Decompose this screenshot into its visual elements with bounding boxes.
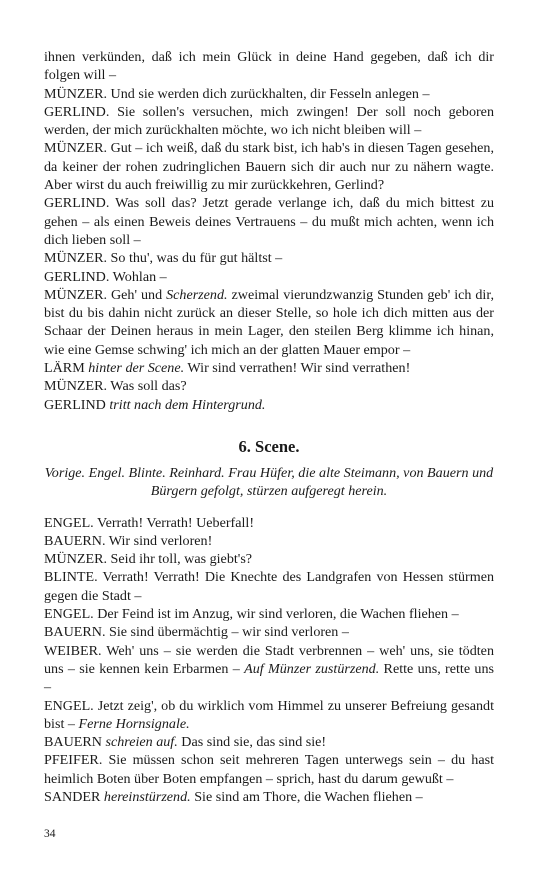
dialogue-line (44, 85, 494, 103)
stage-direction: schreien auf. (105, 734, 178, 751)
dialogue-line (44, 103, 494, 140)
stage-direction-cast: Vorige. Engel. Blinte. Reinhard. Frau Hüfer, die alte Steimann, von Bauern und Bürgern gefolgt, stürzen aufgeregt herein. (44, 464, 494, 500)
dialogue-block-bottom (44, 514, 494, 807)
dialogue-text: Das sind sie, das sind sie! (177, 734, 327, 751)
stage-direction: tritt nach dem Hintergrund. (109, 396, 266, 413)
dialogue-line (44, 514, 494, 532)
dialogue-block-top (44, 48, 494, 414)
dialogue-text: ENGEL. Der Feind ist im Anzug, wir sind verloren, die Wachen fliehen – (44, 606, 459, 623)
dialogue-line (44, 377, 494, 395)
dialogue-text: MÜNZER. So thu', was du für gut hältst – (44, 250, 283, 267)
dialogue-text: BAUERN. Sie sind übermächtig – wir sind verloren – (44, 624, 349, 641)
dialogue-text: BLINTE. Verrath! Verrath! Die Knechte des Landgrafen von Hessen stürmen gegen die Stadt – (44, 569, 494, 604)
dialogue-line (44, 139, 494, 194)
dialogue-text: MÜNZER. Geh' und (44, 286, 167, 303)
scene-heading: 6. Scene. (238, 436, 300, 456)
stage-direction: hereinstürzend. (103, 788, 191, 805)
dialogue-text: Rette uns, rette uns – (44, 660, 494, 696)
dialogue-line (44, 751, 494, 788)
dialogue-text: GERLIND. Wohlan – (44, 268, 167, 285)
dialogue-line (44, 568, 494, 605)
stage-direction: Auf Münzer zustürzend. (244, 660, 380, 677)
dialogue-line (44, 286, 494, 359)
dialogue-text: BAUERN. Wir sind verloren! (44, 532, 213, 549)
dialogue-text: GERLIND. Was soll das? Jetzt gerade verlange ich, daß du mich bittest zu gehen – als einen Beweis deines Vertrauens – du mußt mich achten, wenn ich dich lieben soll – (44, 195, 494, 248)
dialogue-text: MÜNZER. Gut – ich weiß, daß du stark bist, ich hab's in diesen Tagen gesehen, da keiner der rohen zudringlichen Bauern sich dir auch nur zu nähern wagte. Aber wirst du auch freiwillig zu mir zurückkehren, Gerlind? (44, 140, 494, 194)
dialogue-line (44, 194, 494, 249)
stage-direction: Scherzend. (166, 286, 228, 303)
dialogue-line (44, 642, 494, 697)
dialogue-text: SANDER (44, 788, 104, 805)
dialogue-line (44, 268, 494, 286)
dialogue-line (44, 697, 494, 734)
dialogue-text: GERLIND. Sie sollen's versuchen, mich zwingen! Der soll noch geboren werden, der mich zurückhalten möchte, wo ich nicht bleiben will – (44, 103, 494, 139)
dialogue-text: ENGEL. Jetzt zeig', ob du wirklich vom Himmel zu unserer Befreiung gesandt bist – (44, 697, 494, 732)
dialogue-text: zweimal vierundzwanzig Stunden geb' ich dir, bist du bis dahin nicht zurück an dieser Stelle, so hole ich dich mitten aus der Schaar der Deinen heraus in mein Lager, den steilen Berg klimme ich hinan, wie eine Gemse schwing' ich mich an der glatten Mauer empor – (44, 286, 494, 358)
page-body (44, 48, 494, 806)
dialogue-line (44, 48, 494, 85)
dialogue-line (44, 396, 494, 414)
dialogue-text: MÜNZER. Und sie werden dich zurückhalten, dir Fesseln anlegen – (44, 85, 430, 102)
dialogue-line (44, 532, 494, 550)
dialogue-text: WEIBER. Weh' uns – sie werden die Stadt verbrennen – weh' uns, sie tödten uns – sie kennen kein Erbarmen – (44, 642, 494, 677)
dialogue-line (44, 788, 494, 806)
dialogue-line (44, 605, 494, 623)
dialogue-text: LÄRM (44, 360, 89, 377)
dialogue-line (44, 623, 494, 641)
dialogue-text: BAUERN (44, 734, 106, 751)
dialogue-line (44, 550, 494, 568)
page-number: 34 (44, 828, 56, 840)
dialogue-text: ENGEL. Verrath! Verrath! Ueberfall! (44, 514, 255, 531)
dialogue-text: PFEIFER. Sie müssen schon seit mehreren Tagen unterwegs sein – du hast heimlich Boten über Boten empfangen – sprich, hast du darum gewußt – (44, 752, 494, 787)
dialogue-text: MÜNZER. Was soll das? (44, 378, 187, 395)
dialogue-text: ihnen verkünden, daß ich mein Glück in deine Hand gegeben, daß ich dir folgen will – (44, 49, 494, 84)
dialogue-text: GERLIND (44, 396, 110, 413)
dialogue-line (44, 359, 494, 377)
stage-direction: Ferne Hornsignale. (78, 715, 190, 732)
dialogue-text: Wir sind verrathen! Wir sind verrathen! (184, 360, 411, 377)
dialogue-text: Sie sind am Thore, die Wachen fliehen – (190, 788, 423, 805)
stage-direction: hinter der Scene. (88, 360, 185, 377)
dialogue-line (44, 733, 494, 751)
dialogue-line (44, 249, 494, 267)
dialogue-text: MÜNZER. Seid ihr toll, was giebt's? (44, 551, 253, 568)
